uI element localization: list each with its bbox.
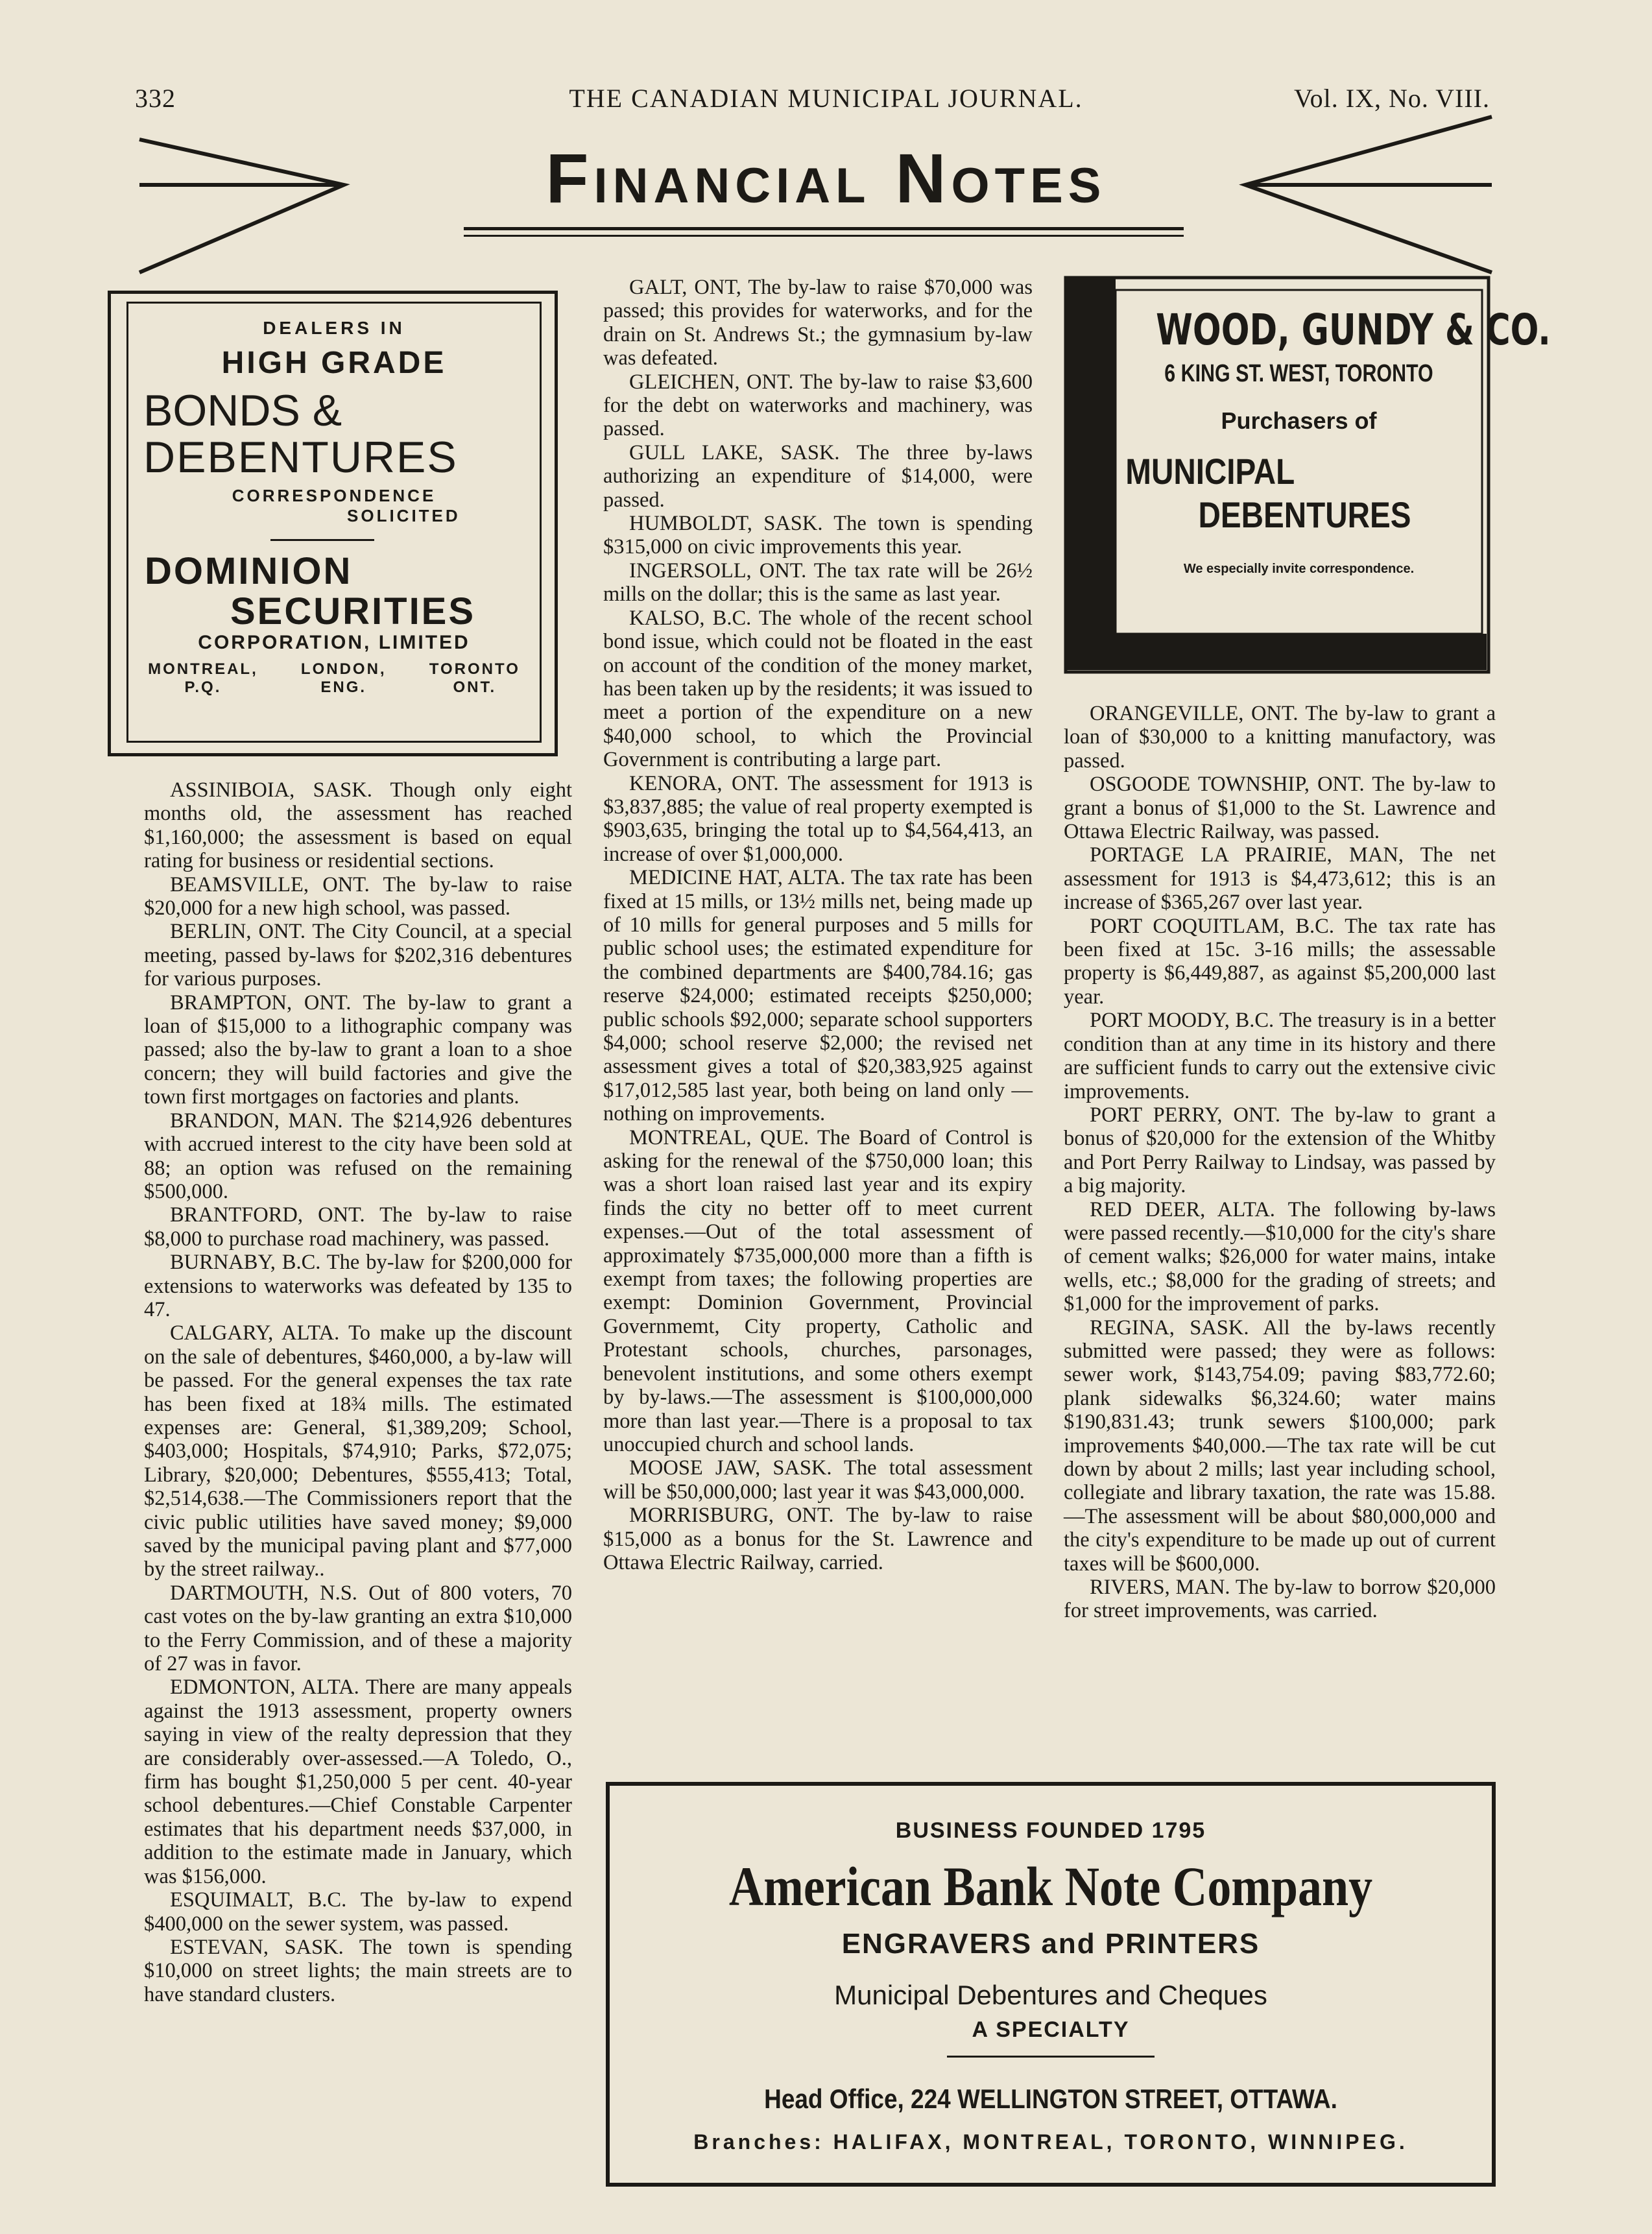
news-item: MEDICINE HAT, ALTA. The tax rate has been fixed at 15 mills, or 13½ mills net, being made up of 10 mills for general purposes and 5 mills for public school uses; the estimated expenditure for the combined departments are $400,784.16; gas reserve $24,000; estimated receipts $250,000; public schools $92,000; separate school supporters $4,000; school reserve $2,000; the revised net assessment gives a total of $20,383,925 against $17,012,585 last year, both being on land only —nothing on improvements.: [603, 866, 1033, 1126]
american-bank-note-ad: [606, 1782, 1496, 2187]
news-item: BRAMPTON, ONT. The by-law to grant a loan of $15,000 to a lithographic company was passed; also the by-law to grant a loan to a shoe concern; they will build factories and give the town first mortgages on factories and plants.: [144, 991, 572, 1109]
page-title: Financial Notes: [545, 139, 1107, 217]
wood-gundy-purchasers: Purchasers of: [1221, 407, 1377, 434]
dominion-correspondence: CORRESPONDENCE: [232, 486, 437, 505]
news-item: KENORA, ONT. The assessment for 1913 is $3,837,885; the value of real property exempted is $903,635, bringing the total up to $4,564,413, an increase of over $1,000,000.: [603, 771, 1033, 866]
news-item: CALGARY, ALTA. To make up the discount on the sale of debentures, $460,000, a by-law will be passed. For the general expenses the tax rate has been fixed at 18¾ mills. The estimated expenses are: General, $1,389,209; School, $403,000; Hospitals, $74,910; Parks, $72,075; Library, $20,000; Debentures, $555,413; Total, $2,514,638.—The Commissioners report that the civic public utilities have saved money; $9,000 saved by the municipal paving plant and $77,000 by the street railway..: [144, 1321, 572, 1581]
news-item: ESTEVAN, SASK. The town is spending $10,000 on street lights; the main streets are to have standard clusters.: [144, 1935, 572, 2006]
news-item: HUMBOLDT, SASK. The town is spending $315,000 on civic improvements this year.: [603, 512, 1033, 559]
abn-engravers: ENGRAVERS and PRINTERS: [841, 1928, 1260, 1960]
dominion-bonds: BONDS &: [143, 386, 342, 435]
dominion-city-montreal: MONTREAL,: [148, 660, 258, 678]
news-column-3: [1064, 702, 1496, 1623]
dominion-cities: [126, 660, 542, 697]
news-item: MORRISBURG, ONT. The by-law to raise $15,000 as a bonus for the St. Lawrence and Ottawa Electric Railway, carried.: [603, 1504, 1033, 1574]
dominion-city-london-country: ENG.: [320, 679, 367, 696]
abn-specialty-2: A SPECIALTY: [972, 2017, 1130, 2042]
abn-founded: BUSINESS FOUNDED 1795: [895, 1818, 1206, 1843]
news-item: PORT COQUITLAM, B.C. The tax rate has been fixed at 15c. 3-16 mills; the assessable property is $6,449,887, as against $5,200,000 last year.: [1064, 914, 1496, 1009]
news-item: MOOSE JAW, SASK. The total assessment will be $50,000,000; last year it was $43,000,000.: [603, 1456, 1033, 1504]
wood-gundy-debentures: DEBENTURES: [1198, 494, 1411, 535]
dominion-city-montreal-prov: P.Q.: [184, 679, 222, 696]
news-item: OSGOODE TOWNSHIP, ONT. The by-law to grant a bonus of $1,000 to the St. Lawrence and Ottawa Electric Railway, was passed.: [1064, 773, 1496, 844]
news-item: INGERSOLL, ONT. The tax rate will be 26½ mills on the dollar; this is the same as last year.: [603, 558, 1033, 607]
dominion-dealers: DEALERS IN: [263, 318, 405, 338]
news-column-1: [144, 778, 572, 2006]
news-item: RIVERS, MAN. The by-law to borrow $20,000 for street improvements, was carried.: [1064, 1576, 1496, 1623]
volume-number: Vol. IX, No. VIII.: [1293, 84, 1490, 113]
news-item: GALT, ONT, The by-law to raise $70,000 was passed; this provides for waterworks, and for the drain on St. Andrews St.; the gymnasium by-law was defeated.: [603, 276, 1033, 370]
page-number: 332: [135, 84, 176, 113]
title-rule-bottom: [464, 235, 1184, 237]
news-item: GLEICHEN, ONT. The by-law to raise $3,600 for the debt on waterworks and machinery, was passed.: [603, 370, 1033, 441]
news-item: BRANTFORD, ONT. The by-law to raise $8,000 to purchase road machinery, was passed.: [144, 1203, 572, 1251]
news-item: PORT MOODY, B.C. The treasury is in a better condition than at any time in its history and there are sufficient funds to carry out the extensive civic improvements.: [1064, 1009, 1496, 1103]
news-item: GULL LAKE, SASK. The three by-laws authorizing an expenditure of $14,000, were passed.: [603, 440, 1033, 512]
dominion-debentures: DEBENTURES: [143, 433, 458, 482]
abn-specialty-1: Municipal Debentures and Cheques: [834, 1980, 1267, 2010]
abn-branches: Branches: HALIFAX, MONTREAL, TORONTO, WINNIPEG.: [693, 2130, 1408, 2154]
dominion-corporation: CORPORATION, LIMITED: [198, 632, 470, 653]
news-item: KALSO, B.C. The whole of the recent school bond issue, which could not be floated in the east on account of the condition of the money market, has been taken up by the residents; it was issued to meet a portion of the expenditure on a new $40,000 school, to which the Provincial Government is contributing a large part.: [603, 606, 1033, 772]
news-item: RED DEER, ALTA. The following by-laws were passed recently.—$10,000 for the city's share of cement walks; $26,000 for water mains, intake wells, etc.; $8,000 for the grading of streets; and $1,000 for the improvement of parks.: [1064, 1197, 1496, 1316]
journal-title: THE CANADIAN MUNICIPAL JOURNAL.: [569, 84, 1083, 113]
abn-divider: [947, 2056, 1155, 2058]
news-item: ORANGEVILLE, ONT. The by-law to grant a loan of $30,000 to a knitting manufactory, was passed.: [1064, 702, 1496, 773]
news-item: ASSINIBOIA, SASK. Though only eight months old, the assessment has reached $1,160,000; the assessment is based on equal rating for business or residential sections.: [144, 778, 572, 873]
news-item: DARTMOUTH, N.S. Out of 800 voters, 70 cast votes on the by-law granting an extra $10,000 to the Ferry Commission, and of these a majority of 27 was in favor.: [144, 1581, 572, 1676]
dominion-solicited: SOLICITED: [347, 506, 461, 525]
news-item: MONTREAL, QUE. The Board of Control is asking for the renewal of the $750,000 loan; this was a short loan raised last year and its expiry finds the city no better off to meet current expenses.—Out of the total assessment of approximately $735,000,000 more than a fifth is exempt from taxes; the following properties are exempt: Dominion Government, Provincial Governmemt, City property, Catholic and Protestant schools, churches, parsonages, benevolent institutions, and some others exempt by by-laws.—The assessment is $100,000,000 more than last year.—There is a proposal to tax unoccupied church and school lands.: [603, 1125, 1033, 1456]
dominion-ad-content: [126, 318, 542, 697]
news-item: BEAMSVILLE, ONT. The by-law to raise $20,000 for a new high school, was passed.: [144, 872, 572, 920]
abn-company-name: American Bank Note Company: [728, 1855, 1373, 1917]
news-item: PORTAGE LA PRAIRIE, MAN, The net assessment for 1913 is $4,473,612; this is an increase of $365,267 over last year.: [1064, 843, 1496, 915]
news-item: ESQUIMALT, B.C. The by-law to expend $400,000 on the sewer system, was passed.: [144, 1888, 572, 1936]
dominion-city-london: LONDON,: [300, 660, 387, 678]
wood-gundy-name: WOOD, GUNDY & CO.: [1156, 305, 1551, 355]
dominion-city-toronto-prov: ONT.: [453, 679, 497, 696]
dominion-name-1: DOMINION: [145, 550, 353, 592]
news-item: BRANDON, MAN. The $214,926 debentures with accrued interest to the city have been sold at 88; an option was refused on the remaining $500,000.: [144, 1109, 572, 1203]
wood-gundy-municipal: MUNICIPAL: [1125, 451, 1295, 492]
wood-gundy-invite: We especially invite correspondence.: [1183, 562, 1415, 576]
wood-gundy-ad: [1116, 305, 1551, 577]
news-item: BERLIN, ONT. The City Council, at a special meeting, passed by-laws for $202,316 debentures for various purposes.: [144, 920, 572, 991]
dominion-name-2: SECURITIES: [230, 590, 476, 632]
dominion-divider: [270, 539, 374, 541]
news-column-2: [603, 276, 1033, 1574]
dominion-city-toronto: TORONTO: [429, 660, 520, 678]
news-item: BURNABY, B.C. The by-law for $200,000 for extensions to waterworks was defeated by 135 to 47.: [144, 1251, 572, 1321]
abn-head-office: Head Office, 224 WELLINGTON STREET, OTTAWA.: [764, 2084, 1337, 2114]
wood-gundy-address: 6 KING ST. WEST, TORONTO: [1164, 360, 1433, 387]
news-item: EDMONTON, ALTA. There are many appeals against the 1913 assessment, property owners saying in view of the realty depression that they are considerably over-assessed.—A Toledo, O., firm has bought $1,250,000 5 per cent. 40-year school debentures.—Chief Constable Carpenter estimates that his department needs $37,000, in addition to the estimate made in January, which was $156,000.: [144, 1676, 572, 1888]
title-rule-top: [464, 227, 1184, 230]
news-item: PORT PERRY, ONT. The by-law to grant a bonus of $20,000 for the extension of the Whitby and Port Perry Railway to Lindsay, was passed by a big majority.: [1064, 1103, 1496, 1198]
dominion-grade: HIGH GRADE: [221, 346, 447, 380]
news-item: REGINA, SASK. All the by-laws recently submitted were passed; they were as follows: sewer work, $143,754.09; paving $83,772.60; plank sidewalks $6,324.60; water mains $190,831.43; trunk sewers $100,000; park improvements $40,000.—The tax rate will be cut down by about 2 mills; last year including school, collegiate and library taxation, the rate was 15.88.—The assessment will be about $80,000,000 and the city's expenditure to be made up out of current taxes will be $600,000.: [1064, 1315, 1496, 1576]
